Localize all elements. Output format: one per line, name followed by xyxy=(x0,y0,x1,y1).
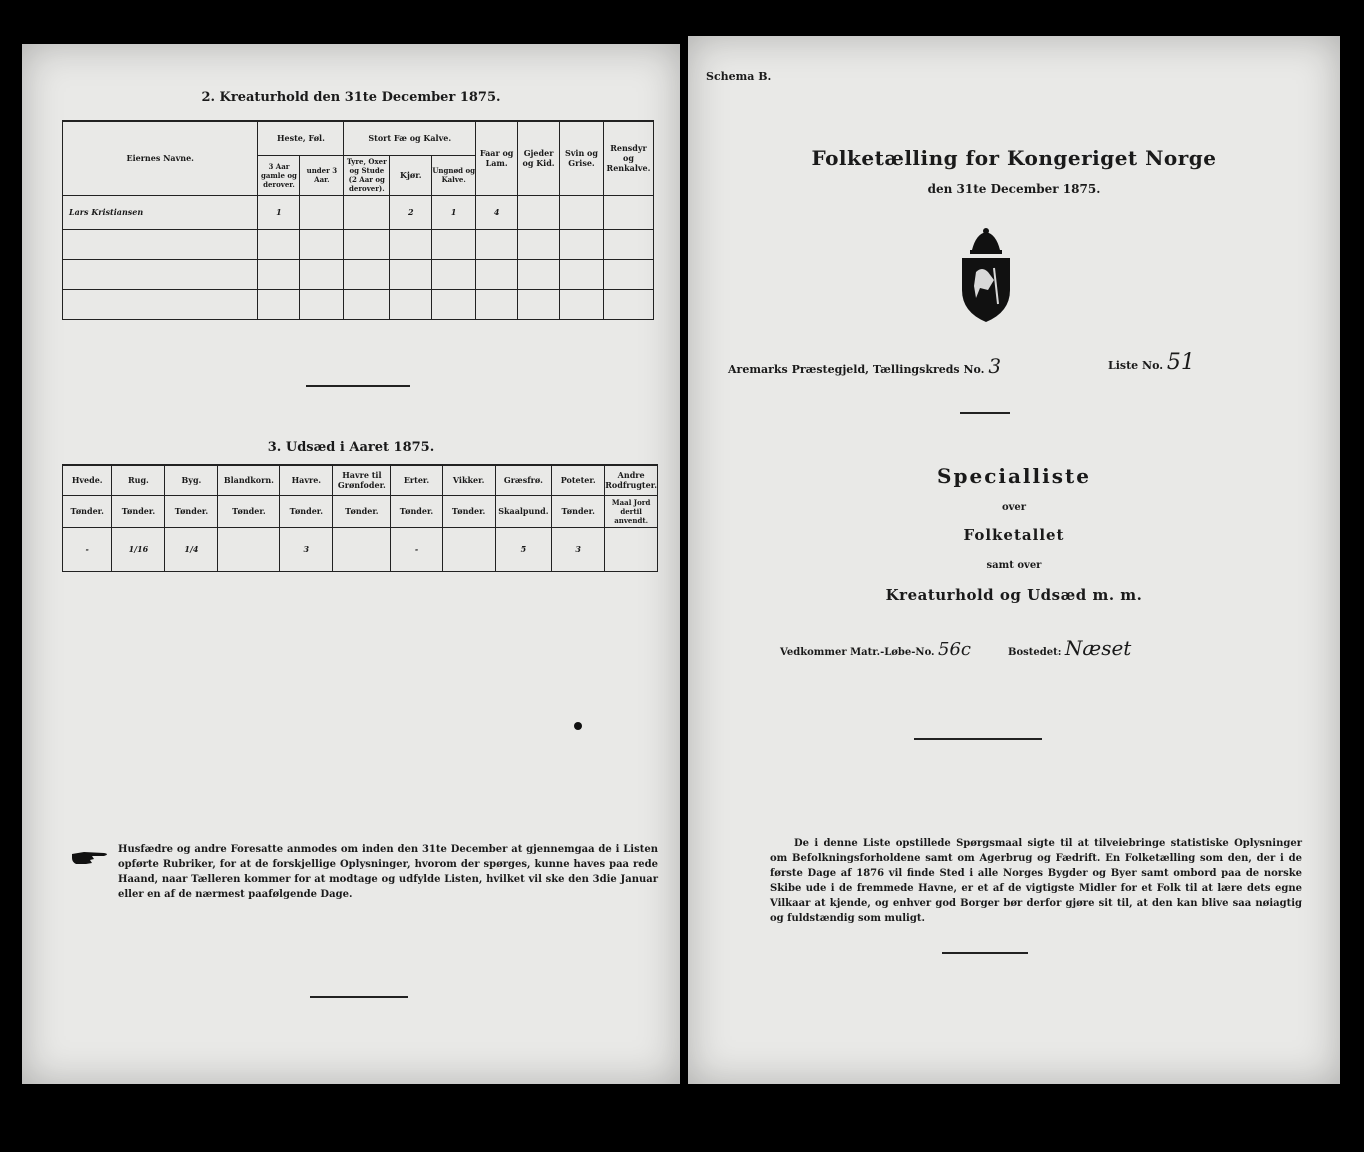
seed-value-cell xyxy=(333,527,391,571)
liste-label: Liste No. xyxy=(1108,359,1164,372)
notice-text: Husfædre og andre Foresatte anmodes om inden den 31te December at gjennemgaa de i Listen opførte Rubriker, for at de forskjellige Oplysninger, hvorom der spørges, kunne haves paa rede Haand, naar Tælleren kommer for at modtage og udfylde Listen, hvilket vil ske den 3die Januar eller en af de nærmest paafølgende Dage. xyxy=(118,844,658,900)
owner-header: Eiernes Navne. xyxy=(63,121,258,195)
seed-unit-cell: Tønder. xyxy=(333,495,391,527)
pointing-hand-icon xyxy=(70,848,112,868)
section3-title: 3. Udsæd i Aaret 1875. xyxy=(267,440,435,455)
samt-over-text: samt over xyxy=(986,560,1042,571)
seed-unit-cell: Tønder. xyxy=(112,495,165,527)
seed-value-cell: 3 xyxy=(280,527,333,571)
kjor-value: 2 xyxy=(390,195,432,229)
seed-header-cell: Poteter. xyxy=(552,465,605,495)
seed-header-cell: Andre Rodfrugter. xyxy=(605,465,658,495)
owner-name: Lars Kristiansen xyxy=(63,195,258,229)
left-page xyxy=(22,44,680,1084)
seed-value-cell xyxy=(442,527,495,571)
section2-title: 2. Kreaturhold den 31te December 1875. xyxy=(201,90,501,105)
kjor-header: Kjør. xyxy=(390,155,432,195)
kreds-value: 3 xyxy=(988,354,1002,378)
bostedet-value: Næset xyxy=(1064,636,1132,660)
seed-value-cell: 1/4 xyxy=(165,527,218,571)
seed-header-cell: Græsfrø. xyxy=(495,465,551,495)
rensdyr-value xyxy=(603,195,653,229)
seed-header-cell: Blandkorn. xyxy=(218,465,280,495)
faar-value: 4 xyxy=(476,195,518,229)
info-paragraph: De i denne Liste opstillede Spørgsmaal sigte til at tilveiebringe statistiske Oplysninger om Befolkningsforholdene samt om Agerbrug og Fædrift. En Folketælling som den, der i de første Dage af 1876 vil finde Sted i alle Norges Bygder og Byer samt ombord paa de norske Skibe ude i de fremmede Havne, er et af de vigtigste Midler for et Folk til at lære dets egne Vilkaar at kjende, og enhver god Borger bør derfor gjøre sit til, at den kan blive saa nøiagtig og fuldstændig som muligt. xyxy=(770,838,1302,924)
stort-group-header: Stort Fæ og Kalve. xyxy=(344,121,476,155)
seed-unit-cell: Tønder. xyxy=(391,495,442,527)
table-row xyxy=(63,229,654,259)
ink-dot xyxy=(574,722,582,730)
seed-value-cell: 1/16 xyxy=(112,527,165,571)
kreds-label: Tællingskreds No. xyxy=(872,363,985,376)
seed-unit-cell: Tønder. xyxy=(442,495,495,527)
coat-of-arms-icon xyxy=(954,228,1018,324)
gjeder-header: Gjeder og Kid. xyxy=(518,121,560,195)
livestock-table xyxy=(62,120,654,320)
seed-value-cell: - xyxy=(63,527,112,571)
seed-table xyxy=(62,464,658,572)
seed-header-cell: Vikker. xyxy=(442,465,495,495)
seed-header-cell: Byg. xyxy=(165,465,218,495)
tyre-value xyxy=(344,195,390,229)
heste-3-header: 3 Aar gamle og derover. xyxy=(258,155,300,195)
divider xyxy=(310,996,408,998)
census-title: Folketælling for Kongeriget Norge xyxy=(811,146,1217,170)
svin-value xyxy=(560,195,604,229)
seed-header-cell: Rug. xyxy=(112,465,165,495)
seed-value-cell: 3 xyxy=(552,527,605,571)
liste-value: 51 xyxy=(1166,350,1195,375)
ungnod-header: Ungnød og Kalve. xyxy=(432,155,476,195)
specialliste-heading: Specialliste xyxy=(937,464,1091,488)
seed-unit-cell: Tønder. xyxy=(552,495,605,527)
seed-unit-cell: Skaalpund. xyxy=(495,495,551,527)
heste-u3-header: under 3 Aar. xyxy=(300,155,344,195)
divider xyxy=(942,952,1028,954)
prestegjeld-value: Aremarks xyxy=(728,363,788,376)
ungnod-value: 1 xyxy=(432,195,476,229)
seed-unit-cell: Tønder. xyxy=(165,495,218,527)
divider xyxy=(960,412,1010,414)
kreaturhold-heading: Kreaturhold og Udsæd m. m. xyxy=(885,586,1143,604)
prestegjeld-label: Præstegjeld, xyxy=(791,363,869,376)
table-row xyxy=(63,259,654,289)
heste-3-value: 1 xyxy=(258,195,300,229)
faar-header: Faar og Lam. xyxy=(476,121,518,195)
seed-header-cell: Havre til Grønfoder. xyxy=(333,465,391,495)
svin-header: Svin og Grise. xyxy=(560,121,604,195)
seed-value-cell xyxy=(605,527,658,571)
bostedet-label: Bostedet: xyxy=(1008,647,1062,658)
table-row xyxy=(63,289,654,319)
seed-header-cell: Erter. xyxy=(391,465,442,495)
folketallet-heading: Folketallet xyxy=(963,526,1065,544)
divider xyxy=(306,385,410,387)
seed-unit-cell: Tønder. xyxy=(218,495,280,527)
rensdyr-header: Rensdyr og Renkalve. xyxy=(603,121,653,195)
heste-group-header: Heste, Føl. xyxy=(258,121,344,155)
matr-label: Vedkommer Matr.-Løbe-No. xyxy=(780,647,935,658)
divider xyxy=(914,738,1042,740)
seed-value-cell xyxy=(218,527,280,571)
seed-unit-cell: Maal Jord dertil anvendt. xyxy=(605,495,658,527)
heste-u3-value xyxy=(300,195,344,229)
location-line xyxy=(728,354,1001,378)
seed-header-cell: Havre. xyxy=(280,465,333,495)
right-page xyxy=(688,36,1340,1084)
table-row xyxy=(63,195,654,229)
over-text: over xyxy=(1001,502,1027,513)
liste-line xyxy=(1108,350,1195,375)
seed-unit-cell: Tønder. xyxy=(63,495,112,527)
matr-line xyxy=(780,636,1131,660)
tyre-header: Tyre, Oxer og Stude (2 Aar og derover). xyxy=(344,155,390,195)
seed-value-cell: - xyxy=(391,527,442,571)
seed-header-cell: Hvede. xyxy=(63,465,112,495)
seed-unit-cell: Tønder. xyxy=(280,495,333,527)
gjeder-value xyxy=(518,195,560,229)
matr-value: 56c xyxy=(938,639,972,660)
census-date: den 31te December 1875. xyxy=(927,182,1101,196)
seed-value-cell: 5 xyxy=(495,527,551,571)
schema-label: Schema B. xyxy=(706,70,772,83)
